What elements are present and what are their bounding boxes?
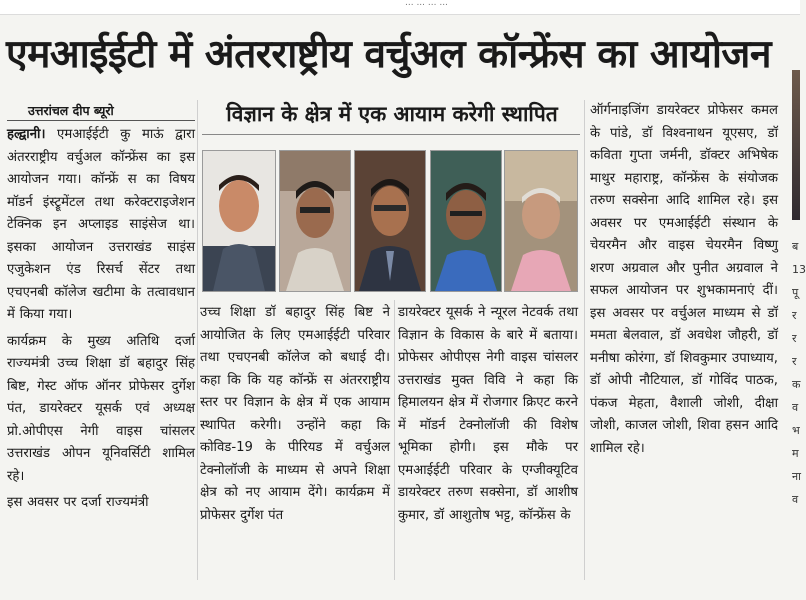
portrait-image <box>280 151 350 291</box>
paragraph-2: कार्यक्रम के मुख्य अतिथि दर्जा राज्यमंत्री उच्च शिक्षा डॉ बहादुर सिंह बिष्ट, गेस्ट ऑफ ऑनर प्रोफेसर दुर्गेश पंत, डायरेक्टर यूसर्क एवं अध्यक्ष प्रो.ओपीएस नेगी वाइस चांसलर उत्तराखंड ओपन यूनिवर्सिटी शामिल रहे। <box>7 333 195 484</box>
column-divider <box>394 300 395 580</box>
photo-guest-2 <box>279 150 351 292</box>
column-4 <box>590 100 778 464</box>
dateline: हल्द्वानी। <box>7 127 46 142</box>
column-divider <box>197 100 198 580</box>
photo-guest-5 <box>504 150 578 292</box>
column-1 <box>7 124 195 519</box>
paragraph-1-text: एमआईईटी कु माऊं द्वारा अंतरराष्ट्रीय वर्चुअल कॉन्फ्रेंस का इस आयोजन गया। कॉन्फ्रें स का विषय मॉडर्न इंस्ट्रूमेंटल तथा करेक्टराइजेशन टेक्निक इन अप्लाइड साइंसेज था। इसका आयोजन उत्तराखंड साइंस एजुकेशन एंड रिसर्च सेंटर तथा एचएनबी कॉलेज खटीमा के तत्वावधान में किया गया। <box>7 127 195 322</box>
column-divider <box>584 100 585 580</box>
photo-guest-4 <box>430 150 502 292</box>
portrait-image <box>505 151 577 291</box>
subhead-rule <box>202 134 580 135</box>
paragraph-3: इस अवसर पर दर्जा राज्यमंत्री <box>7 495 149 510</box>
byline-rule <box>7 120 195 121</box>
photo-guest-1 <box>202 150 276 292</box>
subheadline: विज्ञान के क्षेत्र में एक आयाम करेगी स्थापित <box>226 102 558 126</box>
top-strip-text: ... ... ... ... <box>405 0 448 8</box>
paragraph-4: ऑर्गनाइजिंग डायरेक्टर प्रोफेसर कमल के पांडे, डॉ विश्वनाथन यूएसए, डॉ कविता गुप्ता जर्मनी, डॉक्टर अभिषेक माथुर महाराष्ट्र, कॉन्फ्रेंस के संयोजक तरुण सक्सेना आदि शामिल रहे। इस अवसर पर एमआईईटी संस्थान के चेयरमैन और वाइस चेयरमैन विष्णु शरण अग्रवाल और पुनीत अग्रवाल ने सफल आयोजन पर शुभकामनाएं दीं। इस अवसर पर वर्चुअल माध्यम से डॉ ममता बेलवाल, डॉ अवधेश जौहरी, डॉ मनीषा कोरंगा, डॉ शिवकुमार उपाध्याय, डॉ ओपी नौटियाल, डॉ गोविंद पाठक, पंकज मेहता, वैशाली जोशी, दीक्षा जोशी, काजल जोशी, शिवा हसन आदि शामिल रहे। <box>590 103 778 456</box>
portrait-image <box>431 151 501 291</box>
photo-guest-3 <box>354 150 426 292</box>
portrait-image <box>355 151 425 291</box>
headline: एमआईईटी में अंतरराष्ट्रीय वर्चुअल कॉन्फ्रेंस का आयोजन <box>6 32 772 77</box>
column-3: डायरेक्टर यूसर्क ने न्यूरल नेटवर्क तथा विज्ञान के विकास के बारे में बताया। प्रोफेसर ओपीएस नेगी वाइस चांसलर उत्तराखंड मुक्त विवि ने कहा कि हिमालयन क्षेत्र में रोजगार क्रिएट करने में मॉडर्न टेक्नोलॉजी की विशेष भूमिका होगी। इस मौके पर एमआईईटी परिवार के एग्जीक्यूटिव डायरेक्टर तरुण सक्सेना, डॉ आशीष कुमार, डॉ आशुतोष भट्ट, कॉन्फ्रेंस के <box>398 305 578 523</box>
edge-photo <box>792 70 800 220</box>
column-2: उच्च शिक्षा डॉ बहादुर सिंह बिष्ट ने आयोजित के लिए एमआईईटी परिवार तथा एचएनबी कॉलेज को बधाई दी। कहा कि कि यह कॉन्फ्रें स अंतरराष्ट्रीय स्तर पर विज्ञान के क्षेत्र में एक आयाम स्थापित करेगी। उन्होंने कहा कि कोविड-19 के पीरियड में वर्चुअल टेक्नोलॉजी के माध्यम से अपने शिक्षा क्षेत्र को नए आयाम देंगे। कार्यक्रम में प्रोफेसर दुर्गेश पंत <box>200 305 390 523</box>
paragraph-1 <box>7 124 195 327</box>
portrait-image <box>203 151 275 291</box>
edge-text: ब 13 पू र र र क व भ म ना व <box>792 240 806 506</box>
top-strip <box>0 0 800 15</box>
byline: उत्तरांचल दीप ब्यूरो <box>28 103 114 118</box>
